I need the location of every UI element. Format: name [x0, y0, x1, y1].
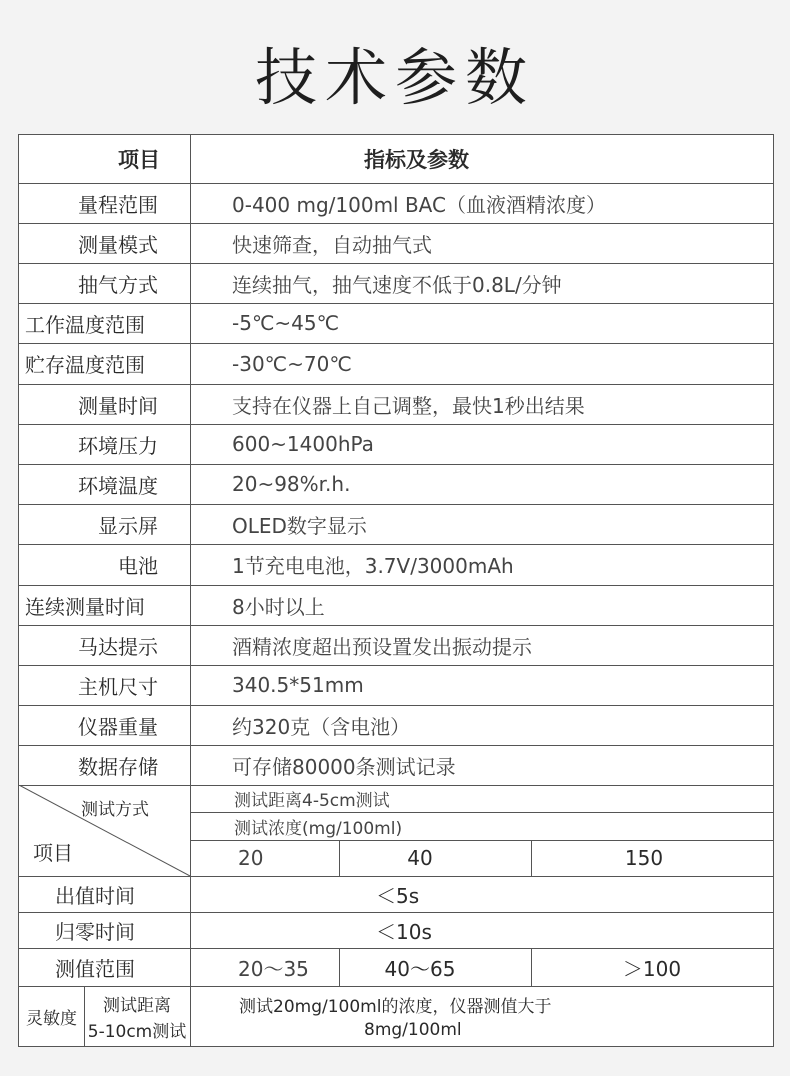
zero-time-value: ＜10s — [376, 919, 432, 944]
sensitivity-sub-label: 5-10cm测试 — [87, 1021, 187, 1042]
row-label: 量程范围 — [78, 192, 158, 217]
row-value: 约320克（含电池） — [232, 714, 411, 739]
sensitivity-value: 8mg/100ml — [364, 1020, 462, 1040]
row-value: 快速筛查，自动抽气式 — [232, 232, 432, 257]
row-label: 测量时间 — [78, 393, 158, 418]
row-label: 工作温度范围 — [25, 312, 145, 337]
sensitivity-label: 灵敏度 — [26, 1008, 77, 1029]
range-value: ＞100 — [622, 956, 682, 981]
row-value: -5℃~45℃ — [232, 311, 340, 335]
row-label: 主机尺寸 — [78, 674, 158, 699]
sensitivity-sub-label: 测试距离 — [103, 995, 171, 1016]
row-label: 显示屏 — [98, 513, 158, 538]
row-value: 8小时以上 — [232, 594, 325, 619]
row-value: 支持在仪器上自己调整，最快1秒出结果 — [232, 393, 585, 418]
header-item: 项目 — [118, 148, 160, 172]
row-value: 20~98%r.h. — [232, 472, 351, 496]
output-time-value: ＜5s — [376, 883, 420, 908]
row-value: 0-400 mg/100ml BAC（血液酒精浓度） — [232, 192, 606, 217]
test-concentration: 测试浓度(mg/100ml) — [234, 818, 403, 839]
row-value: 连续抽气，抽气速度不低于0.8L/分钟 — [232, 272, 562, 297]
level-cell: 40 — [407, 846, 433, 870]
row-value: 340.5*51mm — [232, 673, 364, 697]
test-method-label: 测试方式 — [81, 799, 149, 820]
row-label: 测量模式 — [78, 232, 158, 257]
range-value: 40～65 — [384, 956, 456, 981]
row-label: 环境温度 — [78, 473, 158, 498]
row-label: 数据存储 — [78, 754, 158, 779]
row-value: 1节充电电池，3.7V/3000mAh — [232, 554, 514, 578]
test-item-label: 项目 — [33, 840, 73, 865]
row-value: 600~1400hPa — [232, 432, 374, 456]
zero-time-label: 归零时间 — [55, 919, 135, 944]
test-distance: 测试距离4-5cm测试 — [234, 791, 390, 811]
row-label: 马达提示 — [78, 634, 158, 659]
row-label: 连续测量时间 — [25, 594, 145, 619]
row-value: 可存储80000条测试记录 — [232, 754, 456, 779]
range-value: 20～35 — [238, 956, 309, 981]
row-value: 酒精浓度超出预设置发出振动提示 — [232, 634, 532, 659]
page-title: 技术参数 — [254, 41, 535, 114]
range-label: 测值范围 — [55, 956, 135, 981]
sensitivity-value: 测试20mg/100ml的浓度，仪器测值大于 — [239, 996, 552, 1017]
row-label: 抽气方式 — [78, 272, 158, 297]
row-label: 电池 — [118, 554, 158, 578]
row-value: OLED数字显示 — [232, 513, 367, 538]
row-value: -30℃~70℃ — [232, 351, 352, 376]
row-label: 贮存温度范围 — [25, 353, 145, 377]
spec-table — [18, 134, 774, 1047]
level-cell: 150 — [624, 846, 664, 870]
output-time-label: 出值时间 — [55, 883, 135, 908]
header-spec: 指标及参数 — [364, 148, 469, 172]
level-cell: 20 — [238, 846, 264, 870]
row-label: 环境压力 — [78, 433, 158, 458]
row-label: 仪器重量 — [78, 714, 158, 739]
